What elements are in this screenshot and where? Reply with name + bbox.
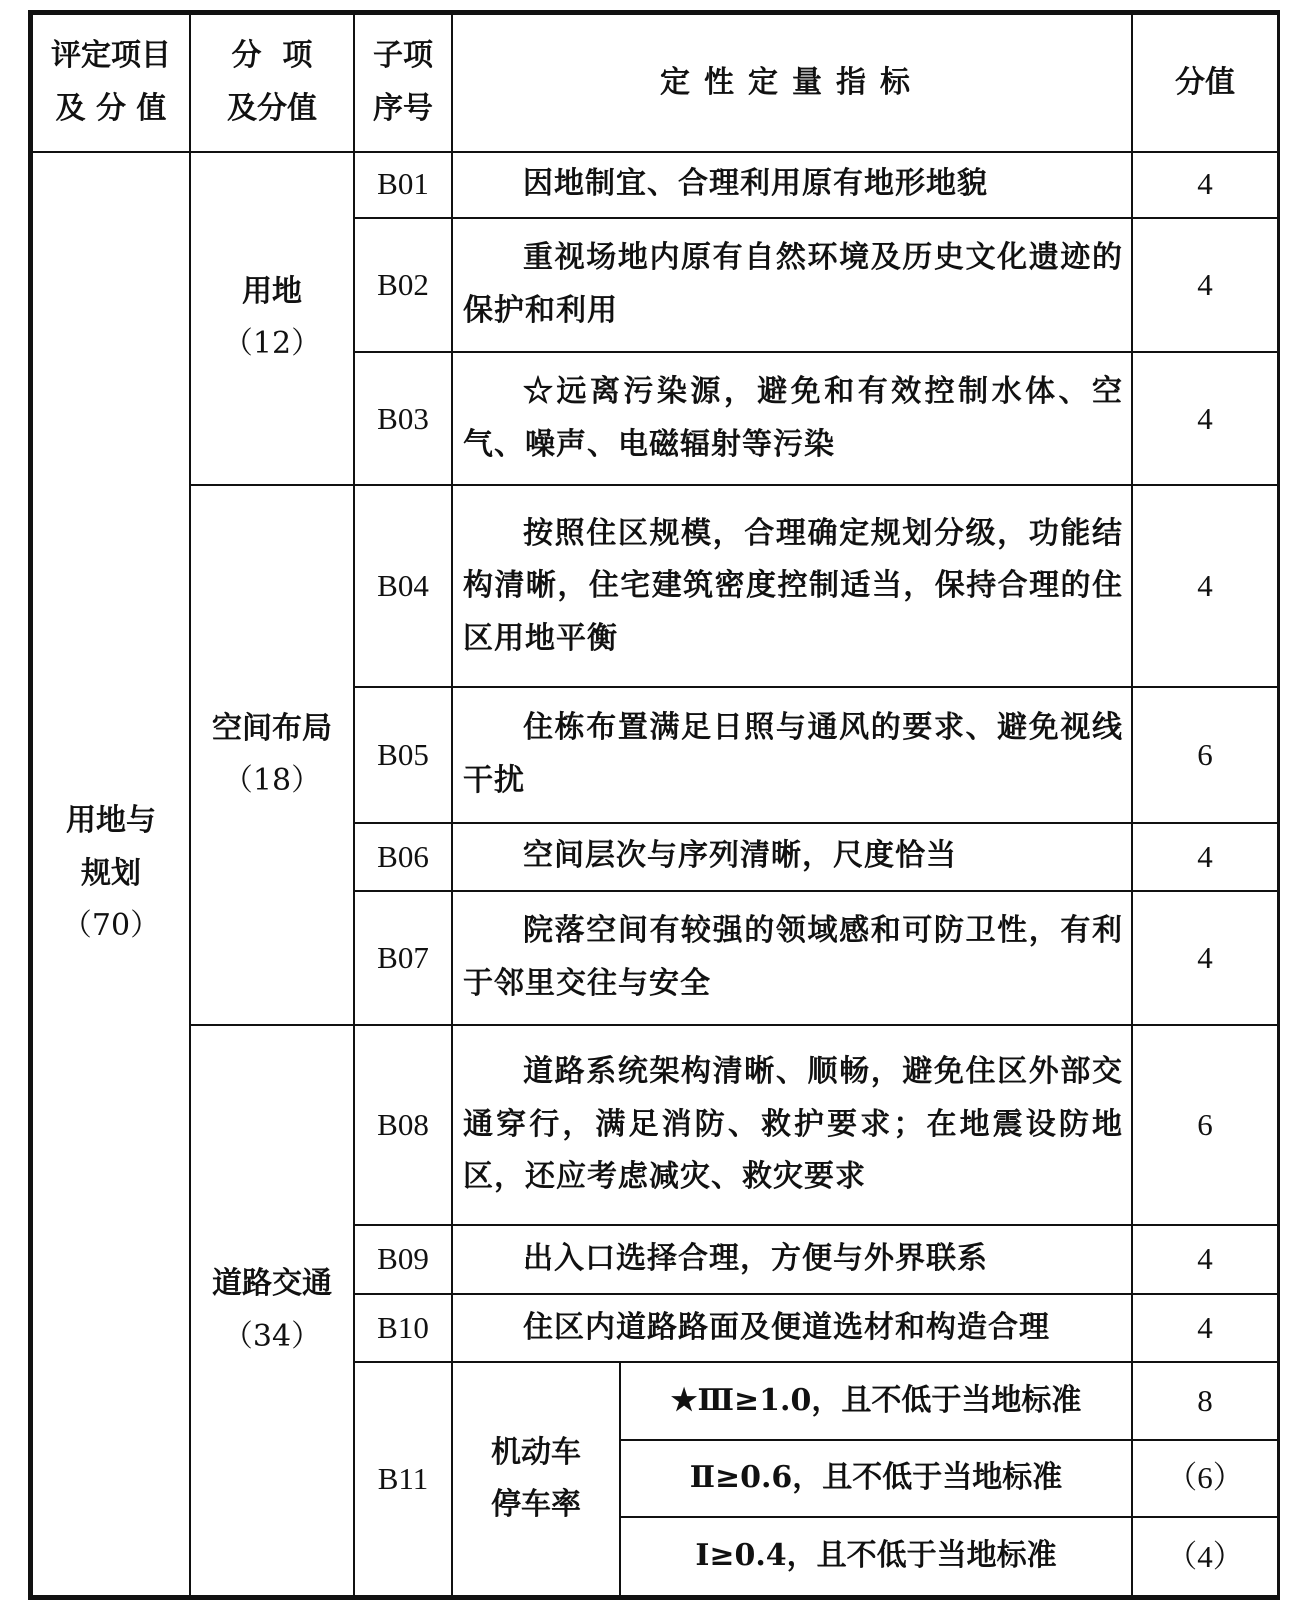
- group-score: （18）: [222, 763, 322, 799]
- b11-label-cell: [452, 1362, 620, 1596]
- row-indicator: 住栋布置满足日照与通风的要求、避免视线干扰: [452, 687, 1132, 822]
- table-row: [32, 152, 1278, 218]
- group-cell-land: [190, 152, 354, 486]
- row-score: 4: [1132, 352, 1278, 485]
- header-subitem-line2: 及分值: [227, 90, 317, 126]
- group-score: （12）: [222, 326, 322, 362]
- category-cell: [32, 152, 190, 1596]
- row-indicator: 出入口选择合理，方便与外界联系: [452, 1225, 1132, 1294]
- row-code: B11: [354, 1362, 452, 1596]
- header-category: [32, 14, 190, 152]
- row-code: B04: [354, 485, 452, 687]
- row-score: （4）: [1132, 1517, 1278, 1596]
- row-score: （6）: [1132, 1440, 1278, 1518]
- header-subitem-line1: 分 项: [231, 38, 313, 74]
- b11-label-line2: 停车率: [491, 1487, 581, 1523]
- row-score: 6: [1132, 687, 1278, 822]
- row-score: 6: [1132, 1025, 1278, 1225]
- header-subitem: [190, 14, 354, 152]
- row-code: B07: [354, 891, 452, 1025]
- b11-option-level3: ★Ⅲ≥1.0，且不低于当地标准: [620, 1362, 1132, 1440]
- header-indicator: 定性定量指标: [452, 14, 1132, 152]
- row-indicator: 空间层次与序列清晰，尺度恰当: [452, 823, 1132, 891]
- table-row: [32, 1025, 1278, 1225]
- row-score: 4: [1132, 823, 1278, 891]
- evaluation-table: [31, 13, 1279, 1597]
- group-name: 空间布局: [212, 710, 332, 746]
- header-category-line1: 评定项目: [51, 38, 171, 74]
- header-code-line1: 子项: [373, 38, 433, 74]
- row-score: 8: [1132, 1362, 1278, 1440]
- row-indicator: 道路系统架构清晰、顺畅，避免住区外部交通穿行，满足消防、救护要求；在地震设防地区，还应考虑减灾、救灾要求: [452, 1025, 1132, 1225]
- row-code: B03: [354, 352, 452, 485]
- group-name: 用地: [242, 273, 302, 309]
- row-indicator: 重视场地内原有自然环境及历史文化遗迹的保护和利用: [452, 218, 1132, 352]
- row-indicator: 因地制宜、合理利用原有地形地貌: [452, 152, 1132, 218]
- group-name: 道路交通: [212, 1266, 332, 1302]
- header-score: 分值: [1132, 14, 1278, 152]
- row-score: 4: [1132, 1294, 1278, 1362]
- evaluation-table-frame: [28, 10, 1280, 1600]
- row-score: 4: [1132, 485, 1278, 687]
- b11-label-line1: 机动车: [491, 1434, 581, 1470]
- row-score: 4: [1132, 891, 1278, 1025]
- category-score: （70）: [61, 908, 161, 943]
- b11-option-level1: Ⅰ≥0.4，且不低于当地标准: [620, 1517, 1132, 1596]
- row-indicator: 院落空间有较强的领域感和可防卫性，有利于邻里交往与安全: [452, 891, 1132, 1025]
- group-cell-traffic: [190, 1025, 354, 1596]
- group-cell-layout: [190, 485, 354, 1025]
- header-category-line2: 及 分 值: [55, 90, 167, 126]
- group-score: （34）: [222, 1318, 322, 1354]
- category-name-line1: 用地与: [66, 803, 156, 838]
- row-code: B08: [354, 1025, 452, 1225]
- header-code-line2: 序号: [373, 90, 433, 126]
- b11-option-level2: Ⅱ≥0.6，且不低于当地标准: [620, 1440, 1132, 1518]
- row-indicator: 按照住区规模，合理确定规划分级，功能结构清晰，住宅建筑密度控制适当，保持合理的住区用地平衡: [452, 485, 1132, 687]
- row-code: B02: [354, 218, 452, 352]
- row-score: 4: [1132, 1225, 1278, 1294]
- row-indicator: ☆远离污染源，避免和有效控制水体、空气、噪声、电磁辐射等污染: [452, 352, 1132, 485]
- row-code: B10: [354, 1294, 452, 1362]
- row-code: B09: [354, 1225, 452, 1294]
- row-score: 4: [1132, 152, 1278, 218]
- row-indicator: 住区内道路路面及便道选材和构造合理: [452, 1294, 1132, 1362]
- row-code: B05: [354, 687, 452, 822]
- row-score: 4: [1132, 218, 1278, 352]
- header-code: [354, 14, 452, 152]
- category-name-line2: 规划: [81, 855, 141, 891]
- row-code: B06: [354, 823, 452, 891]
- header-row: [32, 14, 1278, 152]
- row-code: B01: [354, 152, 452, 218]
- table-row: [32, 485, 1278, 687]
